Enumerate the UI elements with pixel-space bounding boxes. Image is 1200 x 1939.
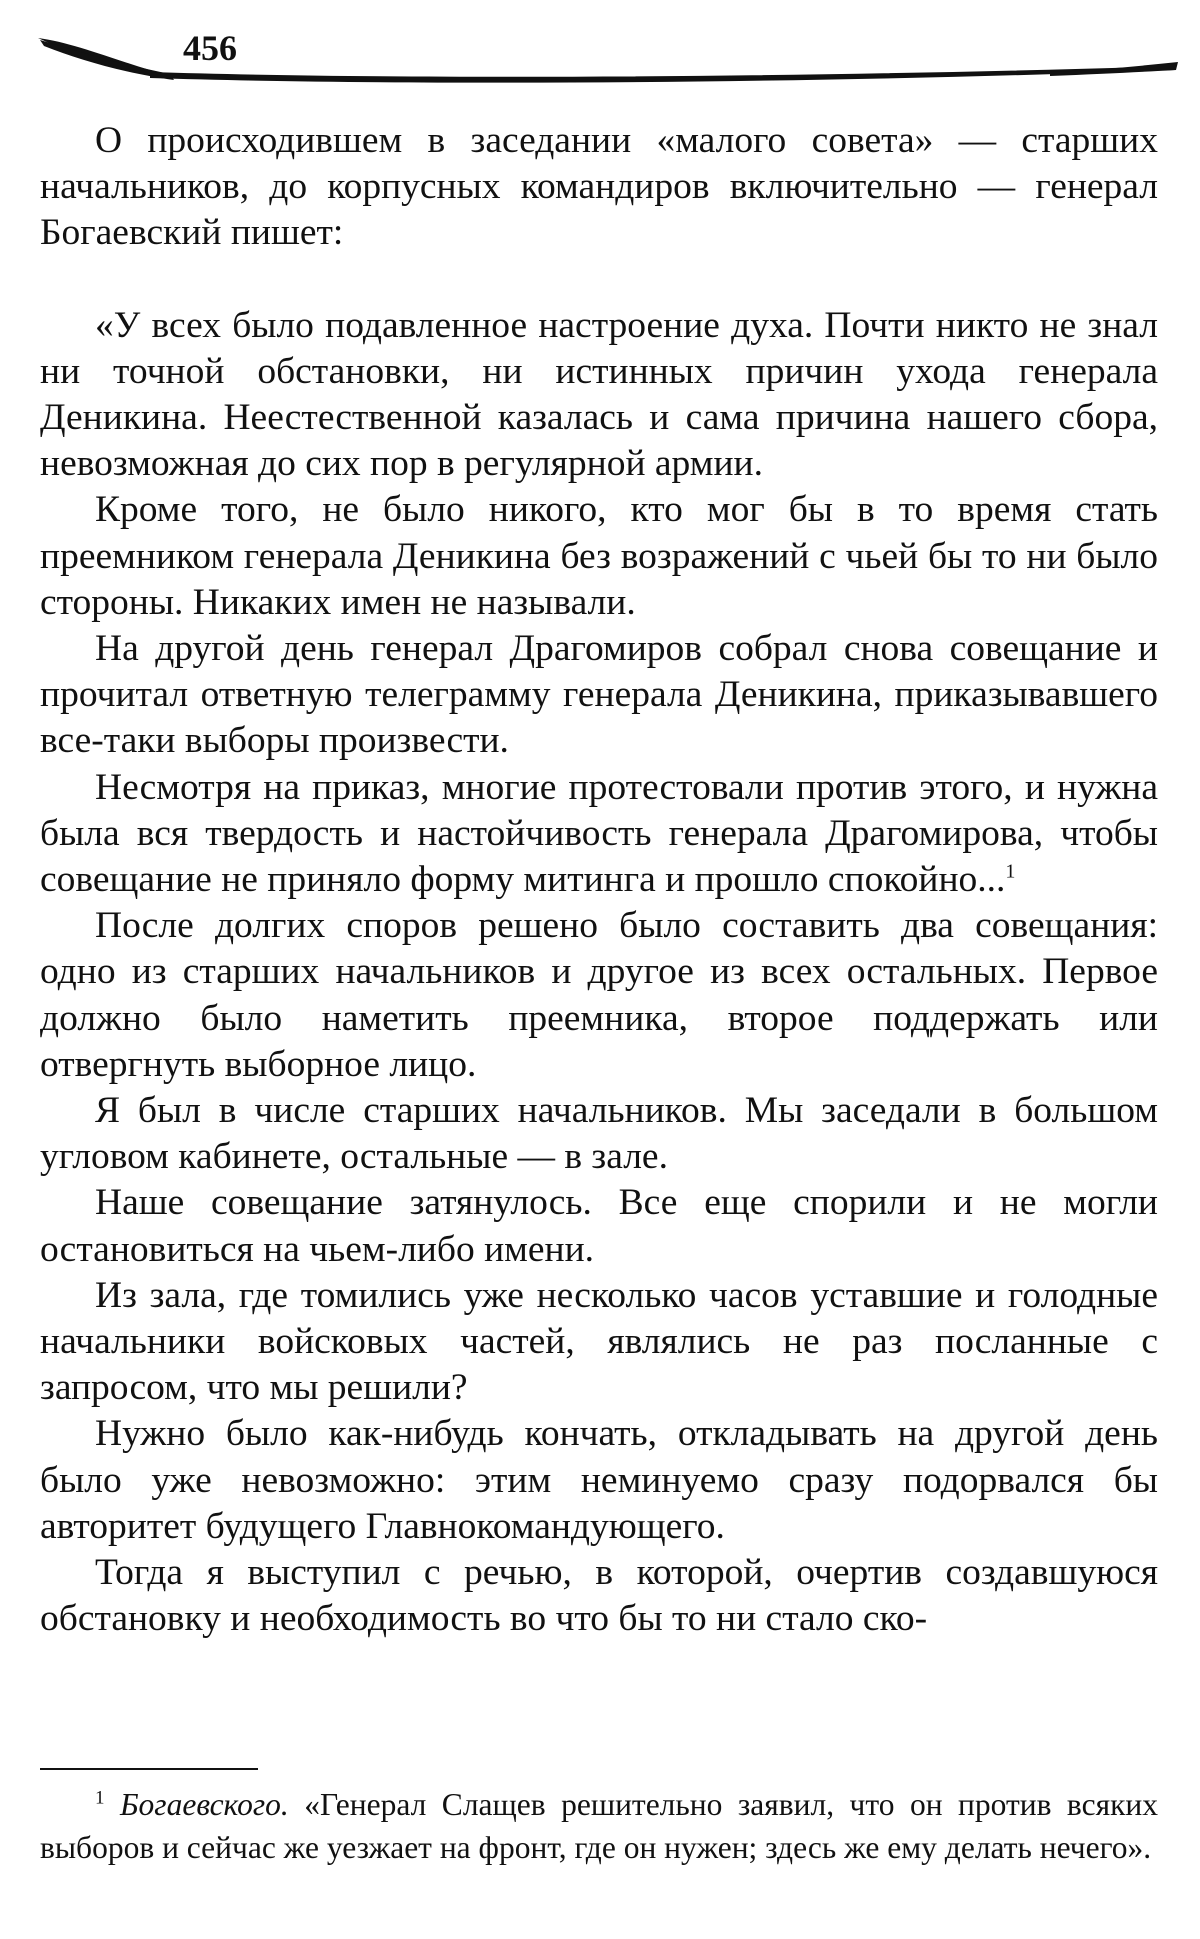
footnote-divider [40,1768,258,1770]
quote-paragraph: На другой день генерал Драгомиров собрал снова совещание и прочитал ответную телеграмму генерала Деникина, приказывавшего все-таки выборы произвести. [40,628,1158,762]
body-text [40,118,1158,1643]
quote-paragraph: Нужно было как-нибудь кончать, откладывать на другой день было уже невозможно: этим неминуемо сразу подорвался бы авторитет будущего Главнокомандующего. [40,1413,1158,1547]
quote-paragraph: После долгих споров решено было составить два совещания: одно из старших начальников и другое из всех остальных. Первое должно было наметить преемника, второе поддержать или отвергнуть выборное лицо. [40,905,1158,1085]
footnote-source: Богаевского. [119,1787,289,1822]
header-rule-ornament [0,0,1200,110]
quote-paragraph: Кроме того, не было никого, кто мог бы в то время стать преемником генерала Деникина без возражений с чьей бы то ни было стороны. Никаких имен не называли. [40,489,1158,623]
footnote-number: 1 [95,1787,105,1809]
page-header [0,0,1200,110]
intro-paragraph: О происходившем в заседании «малого совета» — старших начальников, до корпусных командиров включительно — генерал Богаевский пишет: [40,120,1158,254]
footnote-reference[interactable]: 1 [1005,860,1016,883]
footnote-paragraph [40,1783,1158,1869]
footnote-text: «Генерал Слащев решительно заявил, что он против всяких выборов и сейчас же уезжает на фронт, где он нужен; здесь же ему делать нечего». [40,1787,1158,1865]
quote-paragraph-with-footnote [40,765,1158,904]
quote-paragraph: Наше совещание затянулось. Все еще спорили и не могли остановиться на чьем-либо имени. [40,1182,1158,1270]
quote-paragraph: «У всех было подавленное настроение духа. Почти никто не знал ни точной обстановки, ни истинных причин ухода генерала Деникина. Неестественной казалась и сама причина нашего сбора, невозможная до сих пор в регулярной армии. [40,304,1158,485]
quote-paragraph: Тогда я выступил с речью, в которой, очертив создавшуюся обстановку и необходимость во что бы то ни стало ско- [40,1552,1158,1640]
footnote [40,1783,1158,1869]
quote-paragraph: Из зала, где томились уже несколько часов уставшие и голодные начальники войсковых частей, являлись не раз посланные с запросом, что мы решили? [40,1274,1158,1409]
paragraph-text: Несмотря на приказ, многие протестовали против этого, и нужна была вся твердость и настойчивость генерала Драгомирова, чтобы совещание не приняло форму митинга и прошло спокойно... [40,766,1158,901]
page-number: 456 [183,28,237,68]
quote-paragraph: Я был в числе старших начальников. Мы заседали в большом угловом кабинете, остальные — в зале. [40,1090,1158,1178]
